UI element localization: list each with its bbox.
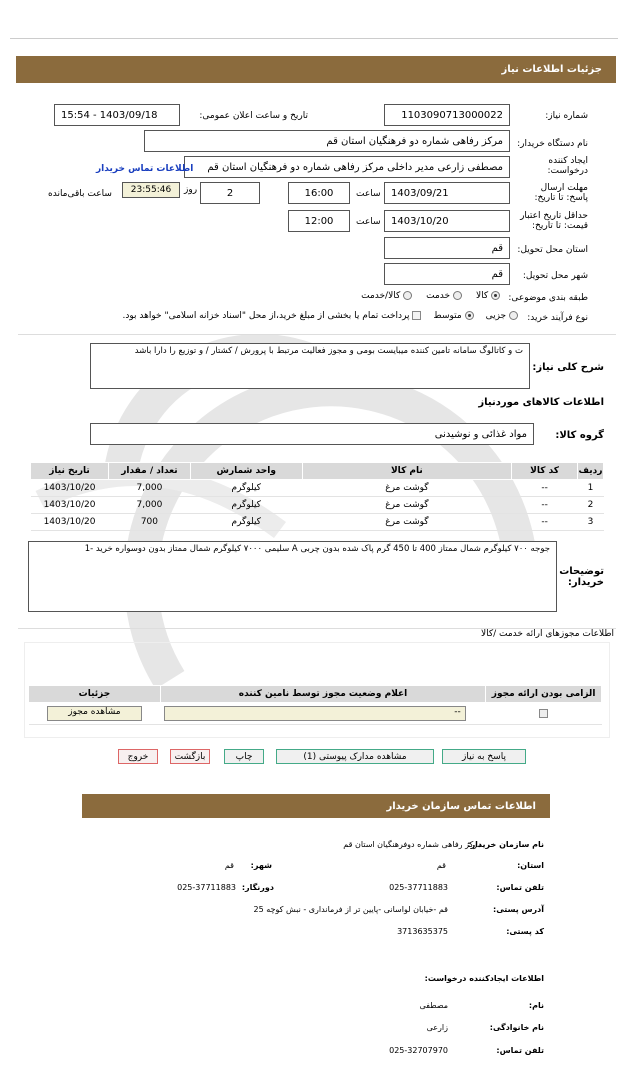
- contact-postal-label: کد پستی:: [506, 927, 544, 936]
- col-details: جزئیات: [29, 686, 161, 703]
- description-field: ت و کاتالوگ سامانه تامین کننده میبایست بومی و مجوز فعالیت مرتبط با پرورش / کشتار / و توزیع را دارا باشد: [90, 343, 530, 389]
- exit-button[interactable]: خروج: [118, 749, 158, 764]
- creator-name-label: نام:: [528, 1001, 544, 1010]
- buyer-org-label: نام دستگاه خریدار:: [517, 139, 588, 149]
- contact-address: قم -خیابان لواسانی -پایین تر از فرمانداری - نبش کوچه 25: [253, 905, 448, 914]
- goods-group-label: گروه کالا:: [555, 430, 604, 441]
- contact-postal: 3713635375: [397, 927, 448, 936]
- contact-address-label: آدرس پستی:: [493, 905, 544, 914]
- col-required: الزامی بودن ارائه مجوز: [486, 686, 602, 703]
- cell-status: [160, 703, 485, 725]
- table-row: [31, 497, 604, 514]
- check-icon: [539, 709, 548, 718]
- contact-phone-label: تلفن تماس:: [496, 883, 544, 892]
- attachments-button[interactable]: مشاهده مدارک پیوستی (1): [276, 749, 434, 764]
- radio-icon: [509, 311, 518, 320]
- contact-fax-label: دورنگار:: [241, 883, 274, 892]
- reply-button[interactable]: پاسخ به نیاز: [442, 749, 526, 764]
- col-unit: واحد شمارش: [190, 463, 302, 480]
- treasury-payment-option[interactable]: پرداخت تمام یا بخشی از مبلغ خرید،از محل "اسناد خزانه اسلامی" خواهد بود.: [123, 311, 422, 321]
- contact-city: قم: [224, 861, 234, 870]
- col-date: تاریخ نیاز: [31, 463, 109, 480]
- validity-date-field: 1403/10/20: [384, 210, 510, 232]
- cell-name: گوشت مرغ: [302, 497, 512, 514]
- radio-selected-icon: [465, 311, 474, 320]
- process-partial-option[interactable]: جزیی: [486, 311, 518, 321]
- province-label: استان محل تحویل:: [517, 245, 588, 255]
- creator-family-label: نام خانوادگی:: [489, 1023, 544, 1032]
- contact-header-title: اطلاعات تماس سازمان خریدار: [386, 800, 536, 812]
- validity-time-label: ساعت: [356, 217, 381, 227]
- contact-province: قم: [436, 861, 446, 870]
- contact-province-label: استان:: [517, 861, 544, 870]
- validity-time-field: 12:00: [288, 210, 350, 232]
- creator-field: مصطفی زارعی مدیر داخلی مرکز رفاهی شماره دو فرهنگیان استان قم: [184, 156, 510, 178]
- buyer-contact-link[interactable]: اطلاعات تماس خریدار: [96, 164, 194, 174]
- table-row: [29, 703, 602, 725]
- cell-details: [29, 703, 161, 725]
- page-title: جزئیات اطلاعات نیاز: [501, 64, 602, 75]
- days-label: روز: [184, 185, 198, 195]
- radio-icon: [403, 291, 412, 300]
- permits-table-header: [29, 686, 602, 703]
- city-label: شهر محل تحویل:: [522, 271, 588, 281]
- radio-selected-icon: [491, 291, 500, 300]
- cell-date: 1403/10/20: [31, 497, 109, 514]
- cell-row: 3: [578, 514, 604, 531]
- city-field: قم: [384, 263, 510, 285]
- col-name: نام کالا: [302, 463, 512, 480]
- deadline-date-field: 1403/09/21: [384, 182, 510, 204]
- remaining-label: ساعت باقی‌مانده: [48, 189, 112, 199]
- category-label: طبقه بندی موضوعی:: [508, 293, 588, 303]
- buyer-notes-label: توضیحات خریدار:: [559, 566, 604, 588]
- cell-unit: کیلوگرم: [190, 480, 302, 497]
- cell-date: 1403/10/20: [31, 480, 109, 497]
- creator-header: اطلاعات ایجادکننده درخواست:: [424, 974, 544, 983]
- goods-section-title: اطلاعات کالاهای موردنیاز: [478, 397, 604, 408]
- goods-table-header: [31, 463, 604, 480]
- creator-phone-label: تلفن تماس:: [496, 1046, 544, 1055]
- province-field: قم: [384, 237, 510, 259]
- cell-qty: 7,000: [109, 497, 191, 514]
- cell-qty: 7,000: [109, 480, 191, 497]
- deadline-label: مهلت ارسال پاسخ: تا تاریخ:: [534, 183, 588, 203]
- countdown-badge: 23:55:46: [122, 182, 180, 198]
- days-field: 2: [200, 182, 260, 204]
- permits-table: [28, 685, 602, 725]
- validity-label: حداقل تاریخ اعتبار قیمت: تا تاریخ:: [520, 211, 588, 231]
- cell-unit: کیلوگرم: [190, 497, 302, 514]
- process-label: نوع فرآیند خرید:: [527, 313, 588, 323]
- contact-org-label: نام سازمان خریدار:: [467, 840, 544, 849]
- contact-phone: 025-37711883: [389, 883, 448, 892]
- announce-label: تاریخ و ساعت اعلان عمومی:: [199, 111, 308, 121]
- cell-name: گوشت مرغ: [302, 514, 512, 531]
- creator-family: زارعی: [426, 1023, 448, 1032]
- creator-label: ایجاد کننده درخواست:: [547, 156, 588, 176]
- cell-code: --: [512, 480, 578, 497]
- need-number-field: 1103090713000022: [384, 104, 510, 126]
- category-both-option[interactable]: کالا/خدمت: [361, 291, 412, 301]
- need-number-label: شماره نیاز:: [545, 111, 588, 121]
- deadline-time-label: ساعت: [356, 189, 381, 199]
- cell-row: 2: [578, 497, 604, 514]
- category-goods-option[interactable]: کالا: [476, 291, 500, 301]
- process-medium-option[interactable]: متوسط: [433, 311, 473, 321]
- checkbox-icon: [412, 311, 421, 320]
- radio-icon: [453, 291, 462, 300]
- col-row: ردیف: [578, 463, 604, 480]
- contact-fax: 025-37711883: [177, 883, 236, 892]
- creator-name: مصطفی: [419, 1001, 448, 1010]
- cell-required: [486, 703, 602, 725]
- contact-city-label: شهر:: [250, 861, 272, 870]
- goods-table: [30, 462, 604, 531]
- col-status: اعلام وضعیت مجوز توسط نامین کننده: [160, 686, 485, 703]
- cell-code: --: [512, 497, 578, 514]
- table-row: [31, 480, 604, 497]
- permit-status-field[interactable]: --: [164, 706, 465, 721]
- page-header: [16, 56, 616, 83]
- creator-phone: 025-32707970: [389, 1046, 448, 1055]
- cell-date: 1403/10/20: [31, 514, 109, 531]
- cell-unit: کیلوگرم: [190, 514, 302, 531]
- col-code: کد کالا: [512, 463, 578, 480]
- view-permit-button[interactable]: مشاهده مجوز: [47, 706, 143, 721]
- description-label: شرح کلی نیاز:: [532, 362, 604, 373]
- goods-group-field: مواد غذائی و نوشیدنی: [90, 423, 534, 445]
- deadline-time-field: 16:00: [288, 182, 350, 204]
- print-button[interactable]: چاپ: [224, 749, 264, 764]
- buyer-notes-field: جوجه ۷۰۰ کیلوگرم شمال ممتاز 400 تا 450 گرم پاک شده بدون چربی A سلیمی ۷۰۰۰ کیلوگرم شمال ممتاز بدون دوسواره خرید -1: [28, 541, 557, 612]
- col-qty: تعداد / مقدار: [109, 463, 191, 480]
- back-button[interactable]: بازگشت: [170, 749, 210, 764]
- cell-code: --: [512, 514, 578, 531]
- cell-qty: 700: [109, 514, 191, 531]
- contact-org: مرکز رفاهی شماره دوفرهنگیان استان قم: [343, 840, 482, 849]
- cell-row: 1: [578, 480, 604, 497]
- buyer-org-field: مرکز رفاهی شماره دو فرهنگیان استان قم: [144, 130, 510, 152]
- permits-title: اطلاعات مجوزهای ارائه خدمت /کالا: [480, 629, 614, 639]
- cell-name: گوشت مرغ: [302, 480, 512, 497]
- contact-header: [82, 794, 550, 818]
- category-service-option[interactable]: خدمت: [426, 291, 462, 301]
- announce-field: 1403/09/18 - 15:54: [54, 104, 180, 126]
- table-row: [31, 514, 604, 531]
